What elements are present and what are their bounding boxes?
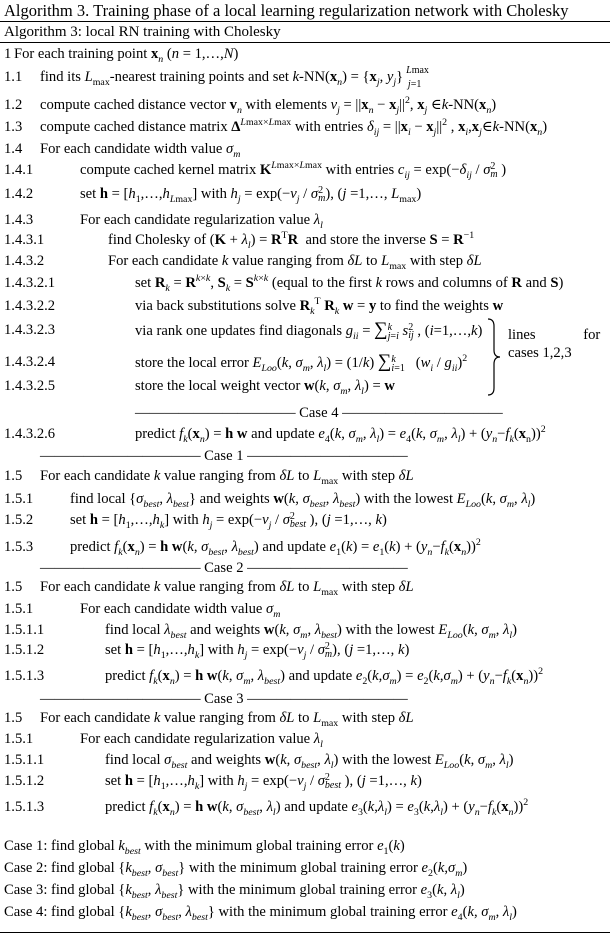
algorithm-caption: Algorithm 3. Training phase of a local learning regularization network with Cholesky	[4, 1, 569, 20]
step-text: For each candidate k value ranging from δL to $L_{max}$ with step δL	[108, 253, 482, 272]
step-text: find local {$\sigma_{best}$, $\lambda_{best}$} and weights w(k, $\sigma_{best}$, $\lambda_{best}$) with the lowest $E_{Loo}(k$, $\sigma_m$, $\lambda_l$)	[70, 491, 536, 510]
step-number: 1.4.3.2.4	[4, 354, 56, 370]
step-number: 1.5	[4, 710, 23, 726]
step-text: set $h = [h_1,\dots,h_k]$ with $h_j = \exp(-v_j / \sigma$ 2 m ), (j =1,…, k)	[105, 640, 410, 661]
step-number: 1.5.1.1	[4, 752, 45, 768]
step-number: 1.5.1	[4, 601, 34, 617]
step-number: 1	[4, 46, 12, 62]
step-text: predict $f_k(x_n) = h$ w(k, $\sigma_{best}$, $\lambda_l$) and update $e_3(k,\lambda_l) = e_3(k,\lambda_l) + (y_n-f_k(x_n))^2$	[105, 797, 529, 818]
step-text: For each candidate regularization value $\lambda_l$	[80, 212, 323, 231]
step-number: 1.5.2	[4, 512, 34, 528]
step-text: find local $\lambda_{best}$ and weights w(k, $\sigma_m$, $\lambda_{best}$) with the lowest $E_{Loo}(k$, $\sigma_m$, $\lambda_l$)	[105, 622, 518, 641]
step-number: 1.5.1.2	[4, 642, 45, 658]
step-text: find its $L_{max}$-nearest training points and set $k-NN(x_n) = \{x_j$, $y_j$} $^{Lmax}_{j=1}$	[40, 65, 429, 90]
case-summary-text: Case 3: find global {$k_{best}$, $\lambda_{best}$} with the minimum global training error $e_3(k$, $\lambda_l$)	[4, 882, 465, 901]
step-text: store the local weight vector w(k, $\sigma_m$, $\lambda_l) = w$	[135, 378, 395, 397]
step-number: 1.5.1.3	[4, 668, 45, 684]
step-number: 1.5	[4, 468, 23, 484]
algorithm-header: Algorithm 3: local RN training with Cholesky	[4, 24, 281, 40]
step-number: 1.5.1.2	[4, 773, 45, 789]
step-text: via rank one updates find diagonals $g_{ii}$ = ∑ k j=i s 2 ij , (i=1,…,k)	[135, 319, 483, 342]
step-number: 1.4.3.2.6	[4, 426, 56, 442]
case-separator: ——————————— Case 1 ———————————	[40, 448, 408, 464]
right-brace	[487, 318, 501, 396]
step-number: 1.5.1.1	[4, 622, 45, 638]
step-number: 1.4.3.2.1	[4, 275, 56, 291]
step-number: 1.5.1.3	[4, 799, 45, 815]
step-text: find local $\sigma_{best}$ and weights w(k, $\sigma_{best}$, $\lambda_l$) with the lowest $E_{Loo}(k$, $\sigma_m$, $\lambda_l$)	[105, 752, 514, 771]
step-number: 1.4.3.2.3	[4, 322, 56, 338]
step-text: predict $f_k(x_n) = h$ w(k, $\sigma_m$, $\lambda_{best}$) and update $e_2(k,\sigma_m) = e_2(k,\sigma_m) + (y_n-f_k(x_n))^2$	[105, 666, 544, 687]
case-separator: ——————————— Case 3 ———————————	[40, 691, 408, 707]
step-number: 1.4.3.2.2	[4, 298, 56, 314]
top-rule	[0, 21, 610, 22]
step-text: predict $f_k(x_n) = h$ w(k, $\sigma_{best}$, $\lambda_{best}$) and update $e_1(k) = e_1(k) + (y_n-f_k(x_n))^2$	[70, 537, 481, 558]
step-text: predict $f_k(x_n) = h$ w and update $e_4(k$, $\sigma_m$, $\lambda_l) = e_4(k$, $\sigma_m$, $\lambda_l) + (y_n-f_k(x_n))^2$	[135, 424, 546, 445]
case-summary-text: Case 4: find global {$k_{best}$, $\sigma_{best}$, $\lambda_{best}$} with the minimum global training error $e_4(k$, $\sigma_m$, $\lambda_l$)	[4, 904, 517, 923]
header-rule	[0, 42, 610, 43]
case-separator: ——————————— Case 2 ———————————	[40, 560, 408, 576]
step-text: compute cached kernel matrix $K^{Lmax\times Lmax}$ with entries $c_{ij} = \exp(-\delta_{ij} / \sigma$ 2 m )	[80, 160, 507, 181]
step-number: 1.4.2	[4, 186, 34, 202]
step-number: 1.4.3	[4, 212, 34, 228]
step-text: For each candidate k value ranging from δL to $L_{max}$ with step δL	[40, 579, 414, 598]
step-number: 1.4	[4, 141, 23, 157]
step-text: For each candidate k value ranging from δL to $L_{max}$ with step δL	[40, 710, 414, 729]
step-text: For each candidate width value $\sigma_m$	[40, 141, 241, 160]
brace-label-line2: cases 1,2,3	[508, 345, 572, 361]
step-text: For each candidate k value ranging from δL to $L_{max}$ with step δL	[40, 468, 414, 487]
step-text: via back substitutions solve $R_k^T$ $R_k$ w = y to find the weights w	[135, 296, 504, 317]
step-text: compute cached distance matrix $\Delta^{Lmax\times Lmax}$ with entries $\delta_{ij} = ||x_i - x_j||^2$ , $x_i,x_j\in k-NN(x_n)$	[40, 117, 548, 138]
step-text: For each training point $x_n$ (n = 1,…,N)	[14, 46, 239, 65]
step-text: compute cached distance vector $v_n$ with elements $v_j = ||x_n - x_j||^2$, $x_j$ $\in k-NN(x_n)$	[40, 95, 497, 116]
step-text: set $h = [h_1,\dots,h_k]$ with $h_j = \exp(-v_j / \sigma$ 2 best ), (j =1,…, k)	[70, 510, 387, 531]
bottom-rule	[0, 932, 610, 933]
step-number: 1.3	[4, 119, 23, 135]
case-summary-text: Case 1: find global $k_{best}$ with the minimum global training error $e_1(k)$	[4, 838, 405, 857]
case-separator: ——————————— Case 4 ———————————	[135, 405, 503, 421]
brace-label	[508, 326, 600, 344]
step-text: store the local error $E_{Loo}(k$, $\sigma_m$, $\lambda_l) = (1/k)$ ∑ k i=1 $(w_i / g_{ii})^2$	[135, 351, 468, 374]
step-text: set $R_k = R^{k\times k}$, $S_k = S^{k\times k}$ (equal to the first k rows and columns of R and S)	[135, 273, 564, 294]
step-number: 1.4.3.1	[4, 232, 45, 248]
step-number: 1.4.3.2.5	[4, 378, 56, 394]
case-summary-text: Case 2: find global {$k_{best}$, $\sigma_{best}$} with the minimum global training error $e_2(k,\sigma_m)$	[4, 860, 468, 879]
step-text: set $h = [h_1,\dots,h_{Lmax}]$ with $h_j = \exp(-v_j / \sigma$ 2 m ), (j =1,…, $L_{max}$)	[80, 184, 422, 205]
step-number: 1.5	[4, 579, 23, 595]
step-number: 1.5.1	[4, 491, 34, 507]
step-number: 1.4.1	[4, 162, 34, 178]
step-number: 1.4.3.2	[4, 253, 45, 269]
brace-label-line1: lines for	[508, 327, 601, 343]
step-text: For each candidate regularization value $\lambda_l$	[80, 731, 323, 750]
step-number: 1.2	[4, 97, 23, 113]
step-text: For each candidate width value $\sigma_m$	[80, 601, 281, 620]
step-number: 1.5.3	[4, 539, 34, 555]
step-text: find Cholesky of $(K + \lambda_l) = R^TR$ and store the inverse $S = R^{-1}$	[108, 230, 475, 251]
step-number: 1.1	[4, 69, 23, 85]
step-number: 1.5.1	[4, 731, 34, 747]
brace-label	[508, 344, 572, 362]
step-text: set $h = [h_1,\dots,h_k]$ with $h_j = \exp(-v_j / \sigma$ 2 best ), (j =1,…, k)	[105, 771, 422, 792]
